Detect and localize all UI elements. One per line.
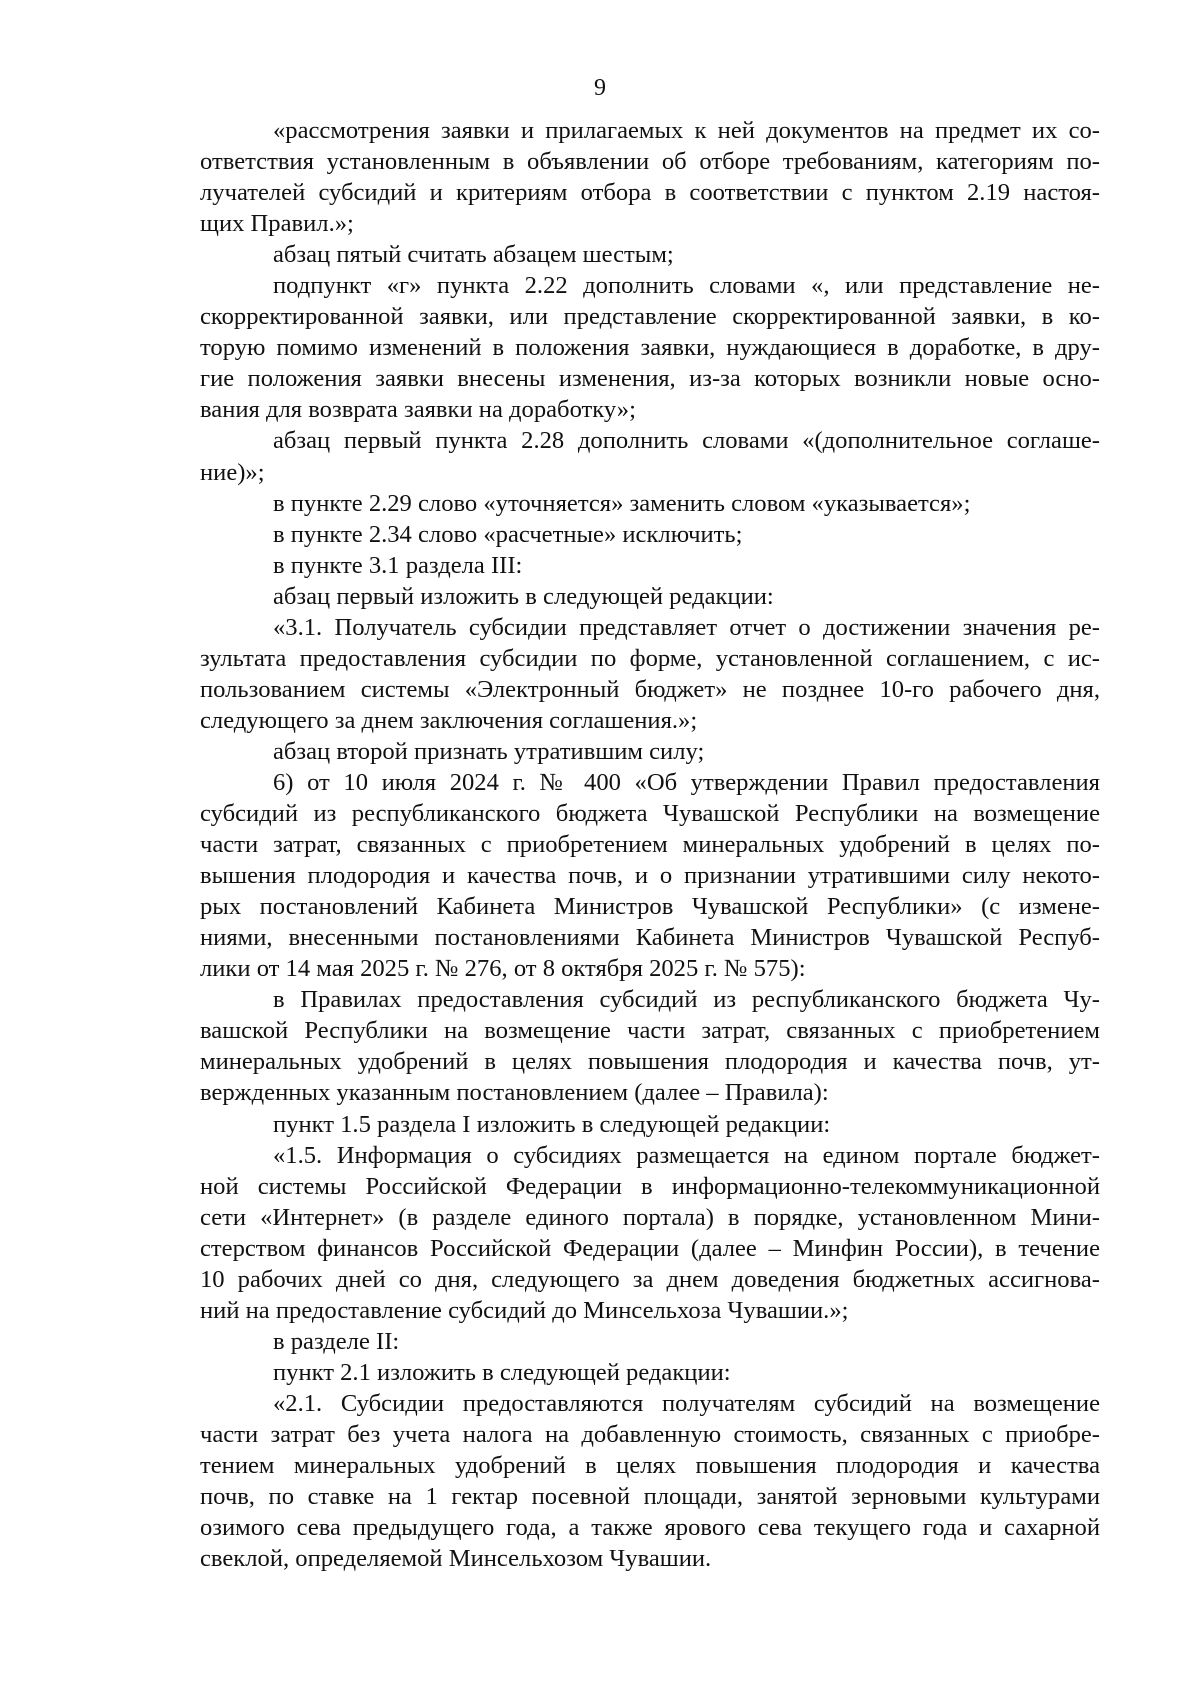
text-line: в пункте 3.1 раздела III: — [273, 551, 523, 579]
text-line: озимого сева предыдущего года, а также ярового сева текущего года и сахарной — [200, 1514, 1100, 1542]
text-line: гие положения заявки внесены изменения, из-за которых возникли новые осно- — [200, 365, 1100, 393]
text-line: стерством финансов Российской Федерации (далее – Минфин России), в течение — [200, 1234, 1100, 1262]
text-line: в пункте 2.34 слово «расчетные» исключить; — [273, 520, 743, 548]
text-line: рых постановлений Кабинета Министров Чувашской Республики» (с измене- — [200, 893, 1100, 921]
text-line: вашской Республики на возмещение части затрат, связанных с приобретением — [200, 1017, 1100, 1045]
text-line: «рассмотрения заявки и прилагаемых к ней документов на предмет их со- — [273, 117, 1100, 144]
page-number: 9 — [594, 75, 606, 101]
text-line: лучателей субсидий и критериям отбора в соответствии с пунктом 2.19 настоя- — [200, 179, 1100, 207]
text-line: почв, по ставке на 1 гектар посевной площади, занятой зерновыми культурами — [200, 1483, 1100, 1511]
text-line: ние)»; — [200, 458, 265, 486]
text-line: ний на предоставление субсидий до Минсельхоза Чувашии.»; — [200, 1296, 849, 1324]
text-line: скорректированной заявки, или представление скорректированной заявки, в ко- — [200, 303, 1100, 331]
text-line: части затрат, связанных с приобретением минеральных удобрений в целях по- — [200, 831, 1100, 859]
text-line: лики от 14 мая 2025 г. № 276, от 8 октября 2025 г. № 575): — [200, 955, 806, 983]
text-line: ниями, внесенными постановлениями Кабинета Министров Чувашской Респуб- — [200, 924, 1100, 952]
text-line: пользованием системы «Электронный бюджет» не позднее 10-го рабочего дня, — [200, 675, 1100, 703]
text-line: вержденных указанным постановлением (далее – Правила): — [200, 1079, 829, 1107]
text-line: тением минеральных удобрений в целях повышения плодородия и качества — [200, 1452, 1100, 1480]
text-line: 10 рабочих дней со дня, следующего за днем доведения бюджетных ассигнова- — [200, 1265, 1100, 1293]
text-line: щих Правил.»; — [200, 210, 354, 238]
text-line: «3.1. Получатель субсидии представляет отчет о достижении значения ре- — [273, 613, 1100, 641]
text-line: части затрат без учета налога на добавленную стоимость, связанных с приобре- — [200, 1420, 1100, 1448]
text-line: в разделе II: — [273, 1327, 400, 1355]
text-line: свеклой, определяемой Минсельхозом Чувашии. — [200, 1545, 712, 1573]
text-line: 6) от 10 июля 2024 г. № 400 «Об утверждении Правил предоставления — [273, 768, 1100, 796]
text-line: зультата предоставления субсидии по форме, установленной соглашением, с ис- — [200, 644, 1100, 672]
document-body — [200, 115, 1100, 1574]
text-line: субсидий из республиканского бюджета Чувашской Республики на возмещение — [200, 800, 1100, 828]
text-line: «1.5. Информация о субсидиях размещается на едином портале бюджет- — [273, 1141, 1100, 1169]
text-line: абзац пятый считать абзацем шестым; — [273, 241, 674, 269]
text-line: абзац первый пункта 2.28 дополнить словами «(дополнительное соглаше- — [273, 427, 1100, 455]
text-line: ответствия установленным в объявлении об отборе требованиям, категориям по- — [200, 148, 1100, 176]
text-line: сети «Интернет» (в разделе единого портала) в порядке, установленном Мини- — [200, 1203, 1100, 1231]
text-line: вания для возврата заявки на доработку»; — [200, 396, 636, 424]
text-line: следующего за днем заключения соглашения.»; — [200, 706, 698, 734]
text-line: пункт 1.5 раздела I изложить в следующей редакции: — [273, 1110, 831, 1138]
text-line: вышения плодородия и качества почв, и о признании утратившими силу некото- — [200, 862, 1100, 890]
text-line: пункт 2.1 изложить в следующей редакции: — [273, 1358, 731, 1386]
text-line: торую помимо изменений в положения заявки, нуждающиеся в доработке, в дру- — [200, 334, 1100, 362]
text-line: в Правилах предоставления субсидий из республиканского бюджета Чу- — [273, 986, 1100, 1014]
text-line: абзац второй признать утратившим силу; — [273, 737, 705, 765]
text-line: в пункте 2.29 слово «уточняется» заменить словом «указывается»; — [273, 489, 971, 517]
text-line: абзац первый изложить в следующей редакции: — [273, 582, 774, 610]
text-line: ной системы Российской Федерации в информационно-телекоммуникационной — [200, 1172, 1100, 1200]
text-line: «2.1. Субсидии предоставляются получателям субсидий на возмещение — [273, 1389, 1100, 1417]
text-line: минеральных удобрений в целях повышения плодородия и качества почв, ут- — [200, 1048, 1100, 1076]
text-line: подпункт «г» пункта 2.22 дополнить словами «, или представление не- — [273, 272, 1100, 300]
